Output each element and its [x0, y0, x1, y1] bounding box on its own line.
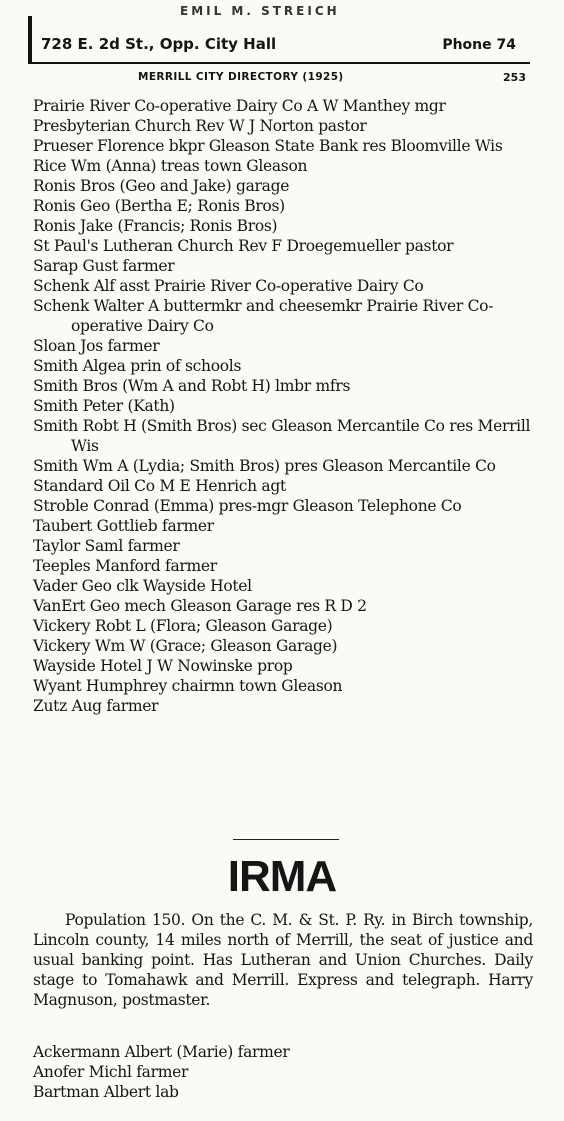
directory-entry: Bartman Albert lab — [33, 1083, 179, 1101]
section-divider — [233, 839, 339, 840]
directory-entry: Smith Peter (Kath) — [33, 397, 175, 415]
running-title: MERRILL CITY DIRECTORY (1925) — [138, 71, 344, 83]
directory-entry: Schenk Alf asst Prairie River Co-operative Dairy Co — [33, 277, 424, 295]
directory-entry: Vickery Robt L (Flora; Gleason Garage) — [33, 617, 333, 635]
directory-entry: Wayside Hotel J W Nowinske prop — [33, 657, 293, 675]
directory-entry: Taylor Saml farmer — [33, 537, 180, 555]
directory-entry: Smith Bros (Wm A and Robt H) lmbr mfrs — [33, 377, 351, 395]
town-entries — [33, 1042, 539, 1102]
advertisement-address: 728 E. 2d St., Opp. City Hall — [41, 35, 277, 53]
directory-entry: Vickery Wm W (Grace; Gleason Garage) — [33, 637, 338, 655]
directory-entry: St Paul's Lutheran Church Rev F Droegemueller pastor — [33, 237, 454, 255]
directory-entry: Stroble Conrad (Emma) pres-mgr Gleason Telephone Co — [33, 497, 462, 515]
directory-entry: Rice Wm (Anna) treas town Gleason — [33, 157, 308, 175]
directory-entries — [33, 96, 539, 716]
directory-entry: Vader Geo clk Wayside Hotel — [33, 577, 252, 595]
advertisement-phone: Phone 74 — [442, 37, 516, 53]
directory-entry: Ronis Geo (Bertha E; Ronis Bros) — [33, 197, 285, 215]
advertisement-bar — [28, 16, 32, 62]
directory-entry: Standard Oil Co M E Henrich agt — [33, 477, 286, 495]
directory-entry: Ronis Jake (Francis; Ronis Bros) — [33, 217, 278, 235]
directory-entry: Sloan Jos farmer — [33, 337, 160, 355]
directory-entry: Prairie River Co-operative Dairy Co A W Manthey mgr — [33, 97, 446, 115]
directory-entry: Smith Robt H (Smith Bros) sec Gleason Mercantile Co res Merrill Wis — [33, 417, 531, 455]
directory-entry: Smith Wm A (Lydia; Smith Bros) pres Gleason Mercantile Co — [33, 457, 496, 475]
directory-entry: VanErt Geo mech Gleason Garage res R D 2 — [33, 597, 367, 615]
directory-entry: Taubert Gottlieb farmer — [33, 517, 214, 535]
directory-entry: Ackermann Albert (Marie) farmer — [33, 1043, 290, 1061]
town-heading: IRMA — [227, 852, 337, 901]
directory-entry: Teeples Manford farmer — [33, 557, 217, 575]
directory-entry: Prueser Florence bkpr Gleason State Bank res Bloomville Wis — [33, 137, 503, 155]
directory-entry: Zutz Aug farmer — [33, 697, 159, 715]
directory-entry: Presbyterian Church Rev W J Norton pastor — [33, 117, 367, 135]
header-rule — [28, 62, 530, 64]
town-description: Population 150. On the C. M. & St. P. Ry. in Birch township, Lincoln county, 14 miles north of Merrill, the seat of justice and usual banking point. Has Lutheran and Union Churches. Daily stage to Tomahawk and Merrill. Express and telegraph. Harry Magnuson, postmaster. — [33, 911, 533, 1009]
advertisement-top-text: EMIL M. STREICH — [180, 4, 340, 18]
directory-entry: Wyant Humphrey chairmn town Gleason — [33, 677, 343, 695]
directory-entry: Sarap Gust farmer — [33, 257, 175, 275]
advertisement-strip — [28, 16, 530, 62]
directory-entry: Ronis Bros (Geo and Jake) garage — [33, 177, 290, 195]
directory-entry: Anofer Michl farmer — [33, 1063, 189, 1081]
directory-entry: Smith Algea prin of schools — [33, 357, 242, 375]
page-number: 253 — [503, 71, 526, 84]
directory-entry: Schenk Walter A buttermkr and cheesemkr Prairie River Co-operative Dairy Co — [33, 297, 494, 335]
